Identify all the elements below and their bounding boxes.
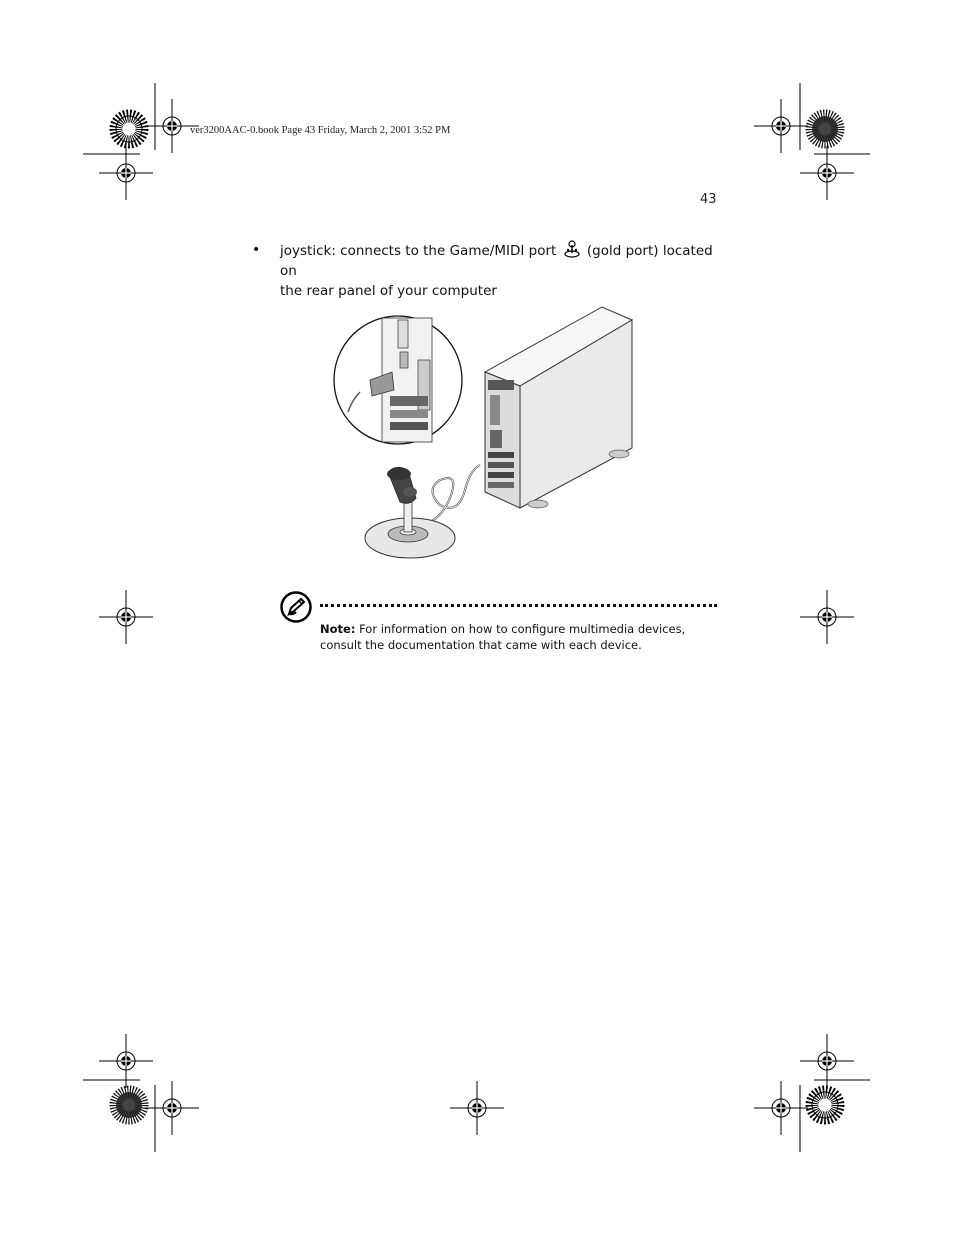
note-divider — [320, 604, 717, 607]
bullet-text-part1: joystick: connects to the Game/MIDI port — [280, 243, 557, 259]
page-number: 43 — [700, 192, 717, 207]
bullet-item-joystick — [280, 240, 725, 301]
note-block — [320, 621, 720, 653]
bullet-text-part2: (gold port) located on — [280, 243, 713, 279]
print-slug: ver3200AAC-0.book Page 43 Friday, March 2, 2001 3:52 PM — [190, 125, 451, 136]
bullet-marker: • — [252, 242, 261, 258]
note-text-line1: For information on how to configure multimedia devices, — [359, 622, 686, 636]
joystick-port-icon — [564, 240, 580, 258]
note-pen-icon — [280, 591, 312, 623]
note-label: Note: — [320, 622, 356, 636]
bullet-text-line2: the rear panel of your computer — [280, 283, 497, 299]
note-text-line2: consult the documentation that came with each device. — [320, 638, 642, 652]
computer-tower — [485, 307, 632, 508]
computer-joystick-illustration — [330, 300, 640, 570]
